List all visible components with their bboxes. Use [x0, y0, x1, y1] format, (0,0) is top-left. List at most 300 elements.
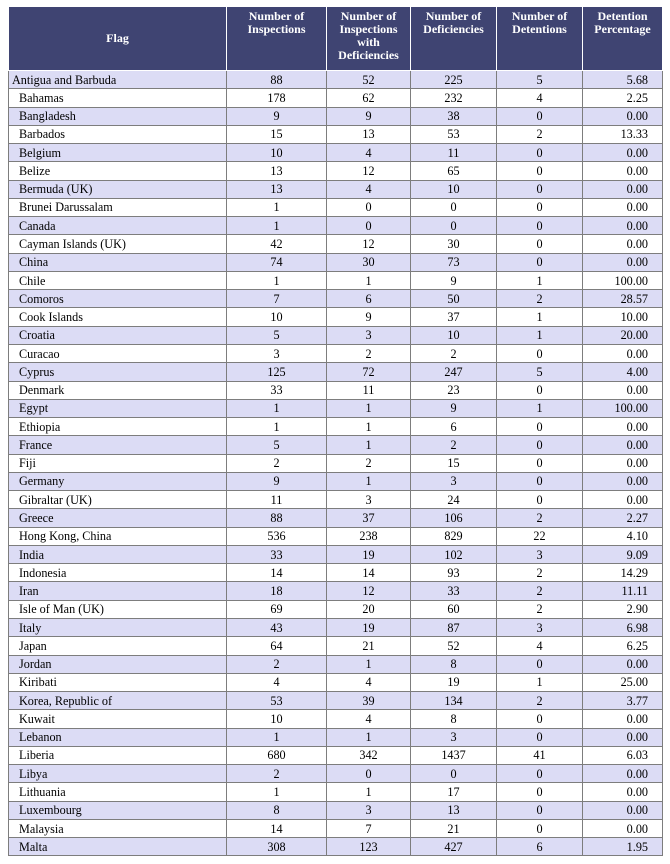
- deficiencies-cell: 52: [411, 637, 497, 655]
- table-row: [9, 326, 663, 344]
- deficiencies-cell: 10: [411, 180, 497, 198]
- table-row: [9, 71, 663, 89]
- detentions-cell: 0: [497, 381, 583, 399]
- flag-cell: Ethiopia: [9, 418, 227, 436]
- inspections-with-deficiencies-cell: 4: [327, 144, 411, 162]
- inspections-with-deficiencies-cell: 3: [327, 801, 411, 819]
- detention-percentage-cell: 2.90: [583, 600, 663, 618]
- detention-percentage-cell: 20.00: [583, 326, 663, 344]
- inspections-cell: 74: [227, 253, 327, 271]
- flag-cell: Germany: [9, 472, 227, 490]
- deficiencies-cell: 134: [411, 692, 497, 710]
- inspections-with-deficiencies-cell: 52: [327, 71, 411, 89]
- inspections-cell: 13: [227, 162, 327, 180]
- inspections-with-deficiencies-cell: 11: [327, 381, 411, 399]
- deficiencies-cell: 6: [411, 418, 497, 436]
- inspections-with-deficiencies-cell: 0: [327, 198, 411, 216]
- inspections-with-deficiencies-cell: 1: [327, 728, 411, 746]
- detention-percentage-cell: 0.00: [583, 144, 663, 162]
- flag-cell: Denmark: [9, 381, 227, 399]
- table-row: [9, 728, 663, 746]
- flag-cell: Cyprus: [9, 363, 227, 381]
- inspections-cell: 1: [227, 217, 327, 235]
- table-row: [9, 491, 663, 509]
- flag-cell: Jordan: [9, 655, 227, 673]
- flag-cell: Brunei Darussalam: [9, 198, 227, 216]
- deficiencies-cell: 21: [411, 819, 497, 837]
- table-row: [9, 783, 663, 801]
- table-row: [9, 765, 663, 783]
- inspections-cell: 9: [227, 472, 327, 490]
- inspections-with-deficiencies-cell: 39: [327, 692, 411, 710]
- table-row: [9, 673, 663, 691]
- header-deficiencies: Number of Deficiencies: [411, 7, 497, 71]
- detention-percentage-cell: 0.00: [583, 491, 663, 509]
- detentions-cell: 22: [497, 527, 583, 545]
- detentions-cell: 0: [497, 819, 583, 837]
- deficiencies-cell: 106: [411, 509, 497, 527]
- detention-percentage-cell: 0.00: [583, 381, 663, 399]
- inspections-cell: 4: [227, 673, 327, 691]
- deficiencies-cell: 0: [411, 198, 497, 216]
- detention-percentage-cell: 0.00: [583, 180, 663, 198]
- table-row: [9, 89, 663, 107]
- flag-cell: Indonesia: [9, 564, 227, 582]
- detentions-cell: 0: [497, 344, 583, 362]
- table-row: [9, 162, 663, 180]
- detentions-cell: 0: [497, 436, 583, 454]
- table-row: [9, 363, 663, 381]
- deficiencies-cell: 87: [411, 618, 497, 636]
- flag-cell: Libya: [9, 765, 227, 783]
- detentions-cell: 3: [497, 618, 583, 636]
- inspections-cell: 10: [227, 144, 327, 162]
- deficiencies-cell: 93: [411, 564, 497, 582]
- inspections-with-deficiencies-cell: 1: [327, 418, 411, 436]
- detention-percentage-cell: 4.10: [583, 527, 663, 545]
- deficiencies-cell: 53: [411, 125, 497, 143]
- detentions-cell: 0: [497, 710, 583, 728]
- inspections-cell: 2: [227, 655, 327, 673]
- table-header-row: [9, 7, 663, 71]
- flag-cell: Belize: [9, 162, 227, 180]
- detentions-cell: 0: [497, 418, 583, 436]
- table-row: [9, 801, 663, 819]
- inspections-cell: 8: [227, 801, 327, 819]
- inspection-table-container: [8, 6, 662, 856]
- table-row: [9, 618, 663, 636]
- detention-percentage-cell: 0.00: [583, 436, 663, 454]
- flag-cell: Italy: [9, 618, 227, 636]
- inspections-with-deficiencies-cell: 123: [327, 838, 411, 856]
- deficiencies-cell: 24: [411, 491, 497, 509]
- deficiencies-cell: 15: [411, 454, 497, 472]
- flag-cell: Canada: [9, 217, 227, 235]
- inspections-with-deficiencies-cell: 14: [327, 564, 411, 582]
- detentions-cell: 0: [497, 253, 583, 271]
- inspections-with-deficiencies-cell: 1: [327, 472, 411, 490]
- flag-cell: Greece: [9, 509, 227, 527]
- deficiencies-cell: 30: [411, 235, 497, 253]
- detentions-cell: 0: [497, 180, 583, 198]
- inspections-with-deficiencies-cell: 4: [327, 673, 411, 691]
- detention-percentage-cell: 9.09: [583, 545, 663, 563]
- deficiencies-cell: 9: [411, 399, 497, 417]
- inspections-with-deficiencies-cell: 238: [327, 527, 411, 545]
- detentions-cell: 0: [497, 454, 583, 472]
- inspections-with-deficiencies-cell: 13: [327, 125, 411, 143]
- flag-cell: Isle of Man (UK): [9, 600, 227, 618]
- detention-percentage-cell: 0.00: [583, 235, 663, 253]
- flag-cell: Cayman Islands (UK): [9, 235, 227, 253]
- detentions-cell: 0: [497, 144, 583, 162]
- detention-percentage-cell: 0.00: [583, 107, 663, 125]
- deficiencies-cell: 19: [411, 673, 497, 691]
- detention-percentage-cell: 2.27: [583, 509, 663, 527]
- table-row: [9, 655, 663, 673]
- detentions-cell: 1: [497, 271, 583, 289]
- table-row: [9, 180, 663, 198]
- detention-percentage-cell: 25.00: [583, 673, 663, 691]
- inspections-cell: 69: [227, 600, 327, 618]
- inspections-with-deficiencies-cell: 9: [327, 107, 411, 125]
- detentions-cell: 2: [497, 564, 583, 582]
- header-inspections-with-deficiencies: Number of Inspections with Deficiencies: [327, 7, 411, 71]
- table-row: [9, 344, 663, 362]
- inspections-with-deficiencies-cell: 37: [327, 509, 411, 527]
- inspections-cell: 18: [227, 582, 327, 600]
- detentions-cell: 1: [497, 308, 583, 326]
- inspections-cell: 53: [227, 692, 327, 710]
- table-row: [9, 710, 663, 728]
- flag-cell: Iran: [9, 582, 227, 600]
- table-row: [9, 527, 663, 545]
- table-row: [9, 436, 663, 454]
- deficiencies-cell: 2: [411, 344, 497, 362]
- inspections-with-deficiencies-cell: 1: [327, 271, 411, 289]
- detention-percentage-cell: 0.00: [583, 728, 663, 746]
- detention-percentage-cell: 5.68: [583, 71, 663, 89]
- detention-percentage-cell: 3.77: [583, 692, 663, 710]
- detentions-cell: 0: [497, 162, 583, 180]
- inspections-cell: 1: [227, 399, 327, 417]
- detention-percentage-cell: 0.00: [583, 418, 663, 436]
- flag-cell: India: [9, 545, 227, 563]
- detentions-cell: 6: [497, 838, 583, 856]
- inspections-with-deficiencies-cell: 3: [327, 326, 411, 344]
- inspections-cell: 33: [227, 381, 327, 399]
- inspections-cell: 178: [227, 89, 327, 107]
- inspections-cell: 5: [227, 436, 327, 454]
- inspections-cell: 13: [227, 180, 327, 198]
- flag-cell: Egypt: [9, 399, 227, 417]
- detention-percentage-cell: 0.00: [583, 217, 663, 235]
- deficiencies-cell: 38: [411, 107, 497, 125]
- detentions-cell: 0: [497, 765, 583, 783]
- table-body: [9, 71, 663, 856]
- table-row: [9, 253, 663, 271]
- inspections-with-deficiencies-cell: 4: [327, 180, 411, 198]
- table-row: [9, 399, 663, 417]
- table-row: [9, 308, 663, 326]
- inspections-with-deficiencies-cell: 6: [327, 290, 411, 308]
- table-row: [9, 381, 663, 399]
- inspections-cell: 1: [227, 418, 327, 436]
- detention-percentage-cell: 6.98: [583, 618, 663, 636]
- inspections-cell: 2: [227, 454, 327, 472]
- table-row: [9, 692, 663, 710]
- flag-cell: Gibraltar (UK): [9, 491, 227, 509]
- table-row: [9, 418, 663, 436]
- detention-percentage-cell: 0.00: [583, 344, 663, 362]
- inspections-with-deficiencies-cell: 4: [327, 710, 411, 728]
- detention-percentage-cell: 6.03: [583, 746, 663, 764]
- flag-cell: Croatia: [9, 326, 227, 344]
- flag-cell: Antigua and Barbuda: [9, 71, 227, 89]
- flag-cell: Curacao: [9, 344, 227, 362]
- deficiencies-cell: 3: [411, 728, 497, 746]
- deficiencies-cell: 427: [411, 838, 497, 856]
- detention-percentage-cell: 2.25: [583, 89, 663, 107]
- flag-cell: Bahamas: [9, 89, 227, 107]
- detention-percentage-cell: 1.95: [583, 838, 663, 856]
- deficiencies-cell: 0: [411, 217, 497, 235]
- deficiencies-cell: 247: [411, 363, 497, 381]
- inspections-cell: 9: [227, 107, 327, 125]
- table-row: [9, 582, 663, 600]
- inspections-with-deficiencies-cell: 3: [327, 491, 411, 509]
- inspections-cell: 2: [227, 765, 327, 783]
- deficiencies-cell: 37: [411, 308, 497, 326]
- detentions-cell: 5: [497, 363, 583, 381]
- detentions-cell: 3: [497, 545, 583, 563]
- inspections-cell: 536: [227, 527, 327, 545]
- detention-percentage-cell: 0.00: [583, 253, 663, 271]
- table-row: [9, 144, 663, 162]
- flag-cell: Lebanon: [9, 728, 227, 746]
- table-row: [9, 271, 663, 289]
- deficiencies-cell: 225: [411, 71, 497, 89]
- detentions-cell: 2: [497, 582, 583, 600]
- detentions-cell: 2: [497, 600, 583, 618]
- flag-cell: Liberia: [9, 746, 227, 764]
- inspections-cell: 15: [227, 125, 327, 143]
- table-row: [9, 746, 663, 764]
- deficiencies-cell: 10: [411, 326, 497, 344]
- header-detention-percentage: Detention Percentage: [583, 7, 663, 71]
- flag-cell: Luxembourg: [9, 801, 227, 819]
- detentions-cell: 41: [497, 746, 583, 764]
- detention-percentage-cell: 0.00: [583, 454, 663, 472]
- inspections-cell: 3: [227, 344, 327, 362]
- detentions-cell: 2: [497, 692, 583, 710]
- inspections-with-deficiencies-cell: 1: [327, 399, 411, 417]
- deficiencies-cell: 1437: [411, 746, 497, 764]
- detention-percentage-cell: 0.00: [583, 765, 663, 783]
- table-row: [9, 564, 663, 582]
- inspections-with-deficiencies-cell: 1: [327, 655, 411, 673]
- detentions-cell: 2: [497, 125, 583, 143]
- detentions-cell: 1: [497, 399, 583, 417]
- detention-percentage-cell: 0.00: [583, 783, 663, 801]
- inspections-with-deficiencies-cell: 62: [327, 89, 411, 107]
- detentions-cell: 0: [497, 107, 583, 125]
- deficiencies-cell: 33: [411, 582, 497, 600]
- table-row: [9, 125, 663, 143]
- deficiencies-cell: 232: [411, 89, 497, 107]
- table-row: [9, 217, 663, 235]
- detention-percentage-cell: 0.00: [583, 710, 663, 728]
- detentions-cell: 0: [497, 783, 583, 801]
- inspections-with-deficiencies-cell: 12: [327, 582, 411, 600]
- flag-cell: Malta: [9, 838, 227, 856]
- inspections-cell: 10: [227, 710, 327, 728]
- detentions-cell: 2: [497, 290, 583, 308]
- inspections-cell: 680: [227, 746, 327, 764]
- inspections-cell: 11: [227, 491, 327, 509]
- inspections-with-deficiencies-cell: 19: [327, 545, 411, 563]
- detentions-cell: 0: [497, 217, 583, 235]
- inspections-cell: 125: [227, 363, 327, 381]
- inspections-with-deficiencies-cell: 7: [327, 819, 411, 837]
- detentions-cell: 0: [497, 235, 583, 253]
- deficiencies-cell: 50: [411, 290, 497, 308]
- detention-percentage-cell: 0.00: [583, 801, 663, 819]
- inspections-cell: 14: [227, 564, 327, 582]
- inspections-with-deficiencies-cell: 9: [327, 308, 411, 326]
- flag-cell: Fiji: [9, 454, 227, 472]
- inspections-with-deficiencies-cell: 12: [327, 235, 411, 253]
- inspection-table: [8, 6, 663, 856]
- deficiencies-cell: 73: [411, 253, 497, 271]
- deficiencies-cell: 3: [411, 472, 497, 490]
- inspections-with-deficiencies-cell: 0: [327, 765, 411, 783]
- inspections-with-deficiencies-cell: 12: [327, 162, 411, 180]
- flag-cell: Japan: [9, 637, 227, 655]
- deficiencies-cell: 13: [411, 801, 497, 819]
- table-row: [9, 235, 663, 253]
- detention-percentage-cell: 100.00: [583, 399, 663, 417]
- inspections-with-deficiencies-cell: 2: [327, 454, 411, 472]
- flag-cell: Kuwait: [9, 710, 227, 728]
- detentions-cell: 4: [497, 89, 583, 107]
- inspections-cell: 1: [227, 728, 327, 746]
- inspections-with-deficiencies-cell: 72: [327, 363, 411, 381]
- flag-cell: Lithuania: [9, 783, 227, 801]
- inspections-cell: 7: [227, 290, 327, 308]
- inspections-with-deficiencies-cell: 0: [327, 217, 411, 235]
- inspections-cell: 1: [227, 198, 327, 216]
- deficiencies-cell: 60: [411, 600, 497, 618]
- table-row: [9, 838, 663, 856]
- table-row: [9, 509, 663, 527]
- deficiencies-cell: 9: [411, 271, 497, 289]
- inspections-cell: 5: [227, 326, 327, 344]
- detention-percentage-cell: 0.00: [583, 472, 663, 490]
- detention-percentage-cell: 13.33: [583, 125, 663, 143]
- detentions-cell: 1: [497, 326, 583, 344]
- flag-cell: France: [9, 436, 227, 454]
- detention-percentage-cell: 11.11: [583, 582, 663, 600]
- table-row: [9, 637, 663, 655]
- deficiencies-cell: 23: [411, 381, 497, 399]
- deficiencies-cell: 102: [411, 545, 497, 563]
- deficiencies-cell: 829: [411, 527, 497, 545]
- inspections-cell: 43: [227, 618, 327, 636]
- detention-percentage-cell: 28.57: [583, 290, 663, 308]
- detentions-cell: 1: [497, 673, 583, 691]
- inspections-with-deficiencies-cell: 1: [327, 783, 411, 801]
- inspections-cell: 64: [227, 637, 327, 655]
- inspections-cell: 10: [227, 308, 327, 326]
- inspections-cell: 42: [227, 235, 327, 253]
- flag-cell: Malaysia: [9, 819, 227, 837]
- table-row: [9, 290, 663, 308]
- detentions-cell: 0: [497, 198, 583, 216]
- detention-percentage-cell: 10.00: [583, 308, 663, 326]
- detention-percentage-cell: 6.25: [583, 637, 663, 655]
- deficiencies-cell: 17: [411, 783, 497, 801]
- deficiencies-cell: 8: [411, 655, 497, 673]
- table-row: [9, 454, 663, 472]
- table-row: [9, 107, 663, 125]
- inspections-cell: 88: [227, 509, 327, 527]
- detentions-cell: 0: [497, 472, 583, 490]
- inspections-cell: 1: [227, 271, 327, 289]
- deficiencies-cell: 8: [411, 710, 497, 728]
- inspections-with-deficiencies-cell: 20: [327, 600, 411, 618]
- inspections-cell: 308: [227, 838, 327, 856]
- header-inspections: Number of Inspections: [227, 7, 327, 71]
- header-flag: Flag: [9, 7, 227, 71]
- inspections-with-deficiencies-cell: 30: [327, 253, 411, 271]
- detention-percentage-cell: 0.00: [583, 162, 663, 180]
- inspections-cell: 88: [227, 71, 327, 89]
- header-detentions: Number of Detentions: [497, 7, 583, 71]
- detentions-cell: 0: [497, 801, 583, 819]
- flag-cell: Barbados: [9, 125, 227, 143]
- inspections-with-deficiencies-cell: 21: [327, 637, 411, 655]
- deficiencies-cell: 0: [411, 765, 497, 783]
- table-row: [9, 198, 663, 216]
- inspections-cell: 33: [227, 545, 327, 563]
- flag-cell: Chile: [9, 271, 227, 289]
- inspections-cell: 1: [227, 783, 327, 801]
- deficiencies-cell: 11: [411, 144, 497, 162]
- detention-percentage-cell: 100.00: [583, 271, 663, 289]
- flag-cell: Bermuda (UK): [9, 180, 227, 198]
- inspections-with-deficiencies-cell: 19: [327, 618, 411, 636]
- inspections-with-deficiencies-cell: 1: [327, 436, 411, 454]
- table-row: [9, 819, 663, 837]
- detentions-cell: 0: [497, 491, 583, 509]
- detentions-cell: 0: [497, 655, 583, 673]
- inspections-with-deficiencies-cell: 342: [327, 746, 411, 764]
- detentions-cell: 0: [497, 728, 583, 746]
- flag-cell: Cook Islands: [9, 308, 227, 326]
- detention-percentage-cell: 0.00: [583, 655, 663, 673]
- detention-percentage-cell: 4.00: [583, 363, 663, 381]
- table-row: [9, 545, 663, 563]
- flag-cell: Comoros: [9, 290, 227, 308]
- flag-cell: Bangladesh: [9, 107, 227, 125]
- flag-cell: Korea, Republic of: [9, 692, 227, 710]
- flag-cell: Hong Kong, China: [9, 527, 227, 545]
- deficiencies-cell: 65: [411, 162, 497, 180]
- flag-cell: Belgium: [9, 144, 227, 162]
- inspections-cell: 14: [227, 819, 327, 837]
- inspections-with-deficiencies-cell: 2: [327, 344, 411, 362]
